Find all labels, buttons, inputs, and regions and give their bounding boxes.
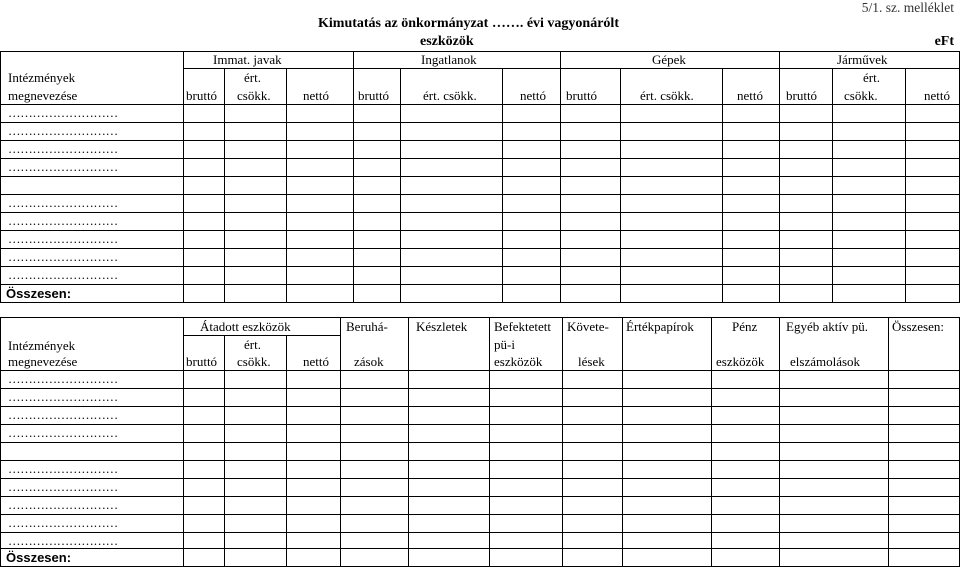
table-row: ………………………	[8, 480, 118, 494]
col-netto: nettó	[737, 88, 763, 103]
table-row: ………………………	[8, 250, 118, 264]
col-penz: Pénz	[732, 319, 758, 334]
table2-header-bottom	[0, 370, 960, 371]
col-ert-csokk: ért. csökk.	[423, 88, 477, 103]
col-egyeb-aktiv-2: elszámolások	[790, 354, 861, 369]
table1-row-line	[0, 212, 960, 213]
row-label-line2: megnevezése	[8, 354, 78, 369]
table2-row-line	[0, 388, 960, 389]
unit-label: eFt	[934, 34, 954, 49]
table-row: ………………………	[8, 268, 118, 282]
table2-group-divider	[183, 335, 340, 336]
col-penz-2: eszközök	[716, 354, 765, 369]
table2-row-line	[0, 532, 960, 533]
col-ert: ért.	[244, 337, 261, 352]
table-row: ………………………	[8, 124, 118, 138]
col-ert-csokk: ért. csökk.	[640, 88, 694, 103]
table-row: ………………………	[8, 462, 118, 476]
col-atadott-eszkozok: Átadott eszközök	[200, 319, 291, 334]
col-csokk: csökk.	[844, 88, 878, 103]
table1-row-line	[0, 194, 960, 195]
col-kovetelesek: Követe-	[567, 319, 609, 334]
table-row: ………………………	[8, 196, 118, 210]
total-label: Összesen:	[6, 286, 72, 301]
group-gepek: Gépek	[652, 52, 686, 67]
table1-bottom-border	[0, 302, 960, 303]
group-ingatlanok: Ingatlanok	[421, 52, 477, 67]
col-netto: nettó	[924, 88, 950, 103]
col-ertekpapirok: Értékpapírok	[626, 319, 694, 334]
col-brutto: bruttó	[186, 354, 218, 369]
col-csokk: csökk.	[237, 354, 271, 369]
col-ert: ért.	[244, 70, 261, 85]
table2-total-top	[0, 548, 960, 549]
table1-row-line	[0, 122, 960, 123]
col-kovetelesek-2: lések	[578, 354, 605, 369]
table-row: ………………………	[8, 426, 118, 440]
total-label: Összesen:	[6, 550, 72, 565]
table2-row-line	[0, 460, 960, 461]
col-brutto: bruttó	[786, 88, 818, 103]
col-ert: ért.	[863, 70, 880, 85]
table-row: ………………………	[8, 498, 118, 512]
annex-label: 5/1. sz. melléklet	[861, 0, 954, 15]
group-jarmuvek: Járművek	[837, 52, 888, 67]
table-row: ………………………	[8, 408, 118, 422]
row-label-line1: Intézmények	[8, 338, 76, 353]
group-immat-javak: Immat. javak	[213, 52, 282, 67]
table2-row-line	[0, 442, 960, 443]
col-netto: nettó	[303, 88, 329, 103]
col-befektetett: Befektetett	[494, 319, 552, 334]
table2-row-line	[0, 478, 960, 479]
col-keszletek: Készletek	[416, 319, 468, 334]
row-label-line1: Intézmények	[8, 70, 76, 85]
table-row: ………………………	[8, 142, 118, 156]
col-brutto: bruttó	[358, 88, 390, 103]
table-row: ………………………	[8, 516, 118, 530]
table-row: ………………………	[8, 232, 118, 246]
table2-row-line	[0, 424, 960, 425]
table1-row-line	[0, 248, 960, 249]
col-netto: nettó	[520, 88, 546, 103]
table1-row-line	[0, 158, 960, 159]
table1-total-top	[0, 284, 960, 285]
col-csokk: csökk.	[237, 88, 271, 103]
table1-row-line	[0, 266, 960, 267]
col-befektetett-3: eszközök	[494, 354, 543, 369]
table1-row-line	[0, 176, 960, 177]
col-beruhazasok: Beruhá-	[346, 319, 388, 334]
col-brutto: bruttó	[566, 88, 598, 103]
page-title: Kimutatás az önkormányzat ……. évi vagyonárólt	[318, 16, 619, 31]
table1-row-line	[0, 230, 960, 231]
page-subtitle: eszközök	[420, 34, 474, 49]
col-osszesen: Összesen:	[892, 319, 944, 334]
table1-group-divider	[183, 68, 960, 69]
col-befektetett-2: pü-i	[494, 337, 515, 352]
table1-row-line	[0, 140, 960, 141]
table-row: ………………………	[8, 390, 118, 404]
table2-row-line	[0, 514, 960, 515]
col-beruhazasok-2: zások	[354, 354, 384, 369]
row-label-line2: megnevezése	[8, 88, 78, 103]
col-netto: nettó	[303, 354, 329, 369]
table2-row-line	[0, 496, 960, 497]
table-row: ………………………	[8, 214, 118, 228]
table-row: ………………………	[8, 106, 118, 120]
table2-top-border	[0, 317, 960, 318]
table-row: ………………………	[8, 372, 118, 386]
table1-top-border	[0, 51, 960, 52]
col-egyeb-aktiv: Egyéb aktív pü.	[786, 319, 868, 334]
col-brutto: bruttó	[186, 88, 218, 103]
table-row: ………………………	[8, 160, 118, 174]
table-row: ………………………	[8, 534, 118, 548]
table2-row-line	[0, 406, 960, 407]
table1-header-bottom	[0, 104, 960, 105]
